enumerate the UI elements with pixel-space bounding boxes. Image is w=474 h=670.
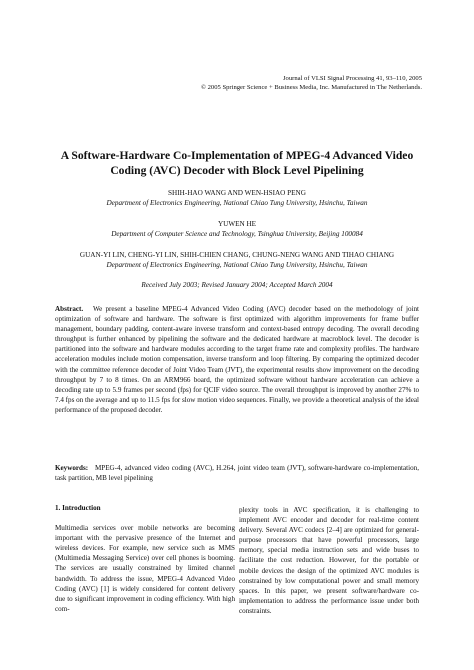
paper-title	[40, 148, 434, 178]
author-group-1	[40, 188, 434, 208]
intro-paragraph-right: plexity tools in AVC specification, it is challenging to implement AVC encoder and decoder for real-time content delivery. Several AVC codecs [2–4] are optimized for general-purpose processors that have powerful processors, large memory, special media instruction sets and wide buses to facilitate the cost reduction. However, for the portable or mobile devices the design of the optimized AVC modules is constrained by low computational power and small memory spaces. In this paper, we present software/hardware co-implementation to address the performance issue under both constraints.	[239, 506, 419, 615]
left-column	[55, 503, 235, 614]
title-line-1: A Software-Hardware Co-Implementation of MPEG-4 Advanced Video	[60, 149, 414, 162]
section-heading: 1. Introduction	[55, 504, 101, 512]
journal-citation: Journal of VLSI Signal Processing 41, 93–110, 2005	[282, 75, 422, 82]
abstract-label: Abstract.	[55, 305, 84, 313]
abstract	[55, 304, 419, 415]
title-line-2: Coding (AVC) Decoder with Block Level Pipelining	[110, 164, 364, 177]
journal-header	[162, 74, 422, 92]
author-names: GUAN-YI LIN, CHENG-YI LIN, SHIH-CHIEN CHANG, CHUNG-NENG WANG AND TIHAO CHIANG	[79, 251, 395, 259]
copyright-line: © 2005 Springer Science + Business Media, Inc. Manufactured in The Netherlands.	[200, 84, 422, 91]
author-affiliation: Department of Electronics Engineering, National Chiao Tung University, Hsinchu, Taiwan	[106, 261, 368, 269]
keywords-text: MPEG-4, advanced video coding (AVC), H.264, joint video team (JVT), software-hardware co-implementation, task partition, MB level pipelining	[55, 464, 419, 483]
right-column	[239, 505, 419, 616]
author-group-2	[40, 219, 434, 239]
author-affiliation: Department of Computer Science and Technology, Tsinghua University, Beijing 100084	[111, 230, 363, 238]
author-names: YUWEN HE	[217, 220, 257, 228]
author-names: SHIH-HAO WANG AND WEN-HSIAO PENG	[168, 189, 306, 197]
keywords	[55, 463, 419, 483]
intro-paragraph-left: Multimedia services over mobile networks are becoming important with the pervasive presence of the Internet and wireless devices. For example, new service such as MMS (Multimedia Messaging Service) over cell phones is booming. The services are usually constrained by limited channel bandwidth. To address the issue, MPEG-4 Advanced Video Coding (AVC) [1] is widely considered for content delivery due to significant improvement in coding efficiency. With high com-	[55, 524, 235, 613]
abstract-text: We present a baseline MPEG-4 Advanced Video Coding (AVC) decoder based on the methodology of joint optimization of software and hardware. The software is first optimized with algorithm improvements for frame buffer management, boundary padding, content-aware inverse transform and context-based entropy decoding. The overall decoding throughput is further enhanced by pipelining the software and the dedicated hardware at macroblock level. The decoder is partitioned into the software and hardware modules according to the target frame rate and complexity profiles. The hardware acceleration modules include motion compensation, inverse transform and loop filtering. By comparing the optimized decoder with the committee reference decoder of Joint Video Team (JVT), the experimental results show improvement on the decoding throughput by 7 to 8 times. On an ARM966 board, the optimized software without hardware acceleration can achieve a decoding rate up to 5.9 frames per second (fps) for QCIF video source. The overall throughput is improved by another 27% to 7.4 fps on the average and up to 11.5 fps for slow motion video sequences. Finally, we provide a theoretical analysis of the ideal performance of the proposed decoder.	[55, 305, 420, 414]
author-affiliation: Department of Electronics Engineering, National Chiao Tung University, Hsinchu, Taiwan	[106, 199, 368, 207]
keywords-label: Keywords:	[55, 464, 89, 472]
received-dates: Received July 2003; Revised January 2004; Accepted March 2004	[141, 281, 333, 289]
author-group-3	[40, 250, 434, 270]
